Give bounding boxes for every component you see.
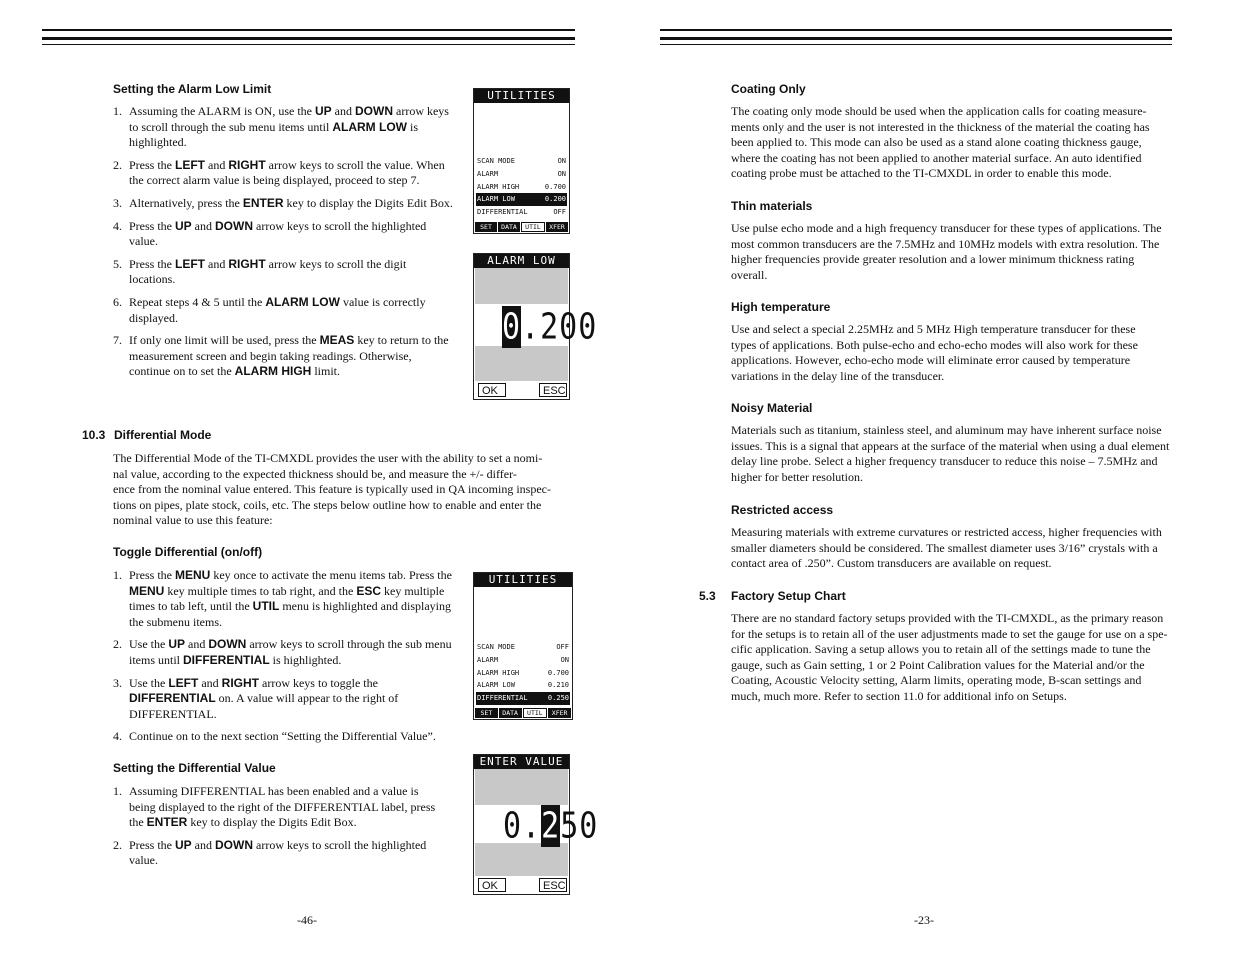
text-line: gauge, such as Gain setting, 1 or 2 Point Calibration values for the Material and/or the: [731, 657, 1145, 672]
text-line: for the setups is to retain all of the user adjustments made to set the gauge for use on a spe-: [731, 626, 1168, 641]
key-name: UP: [168, 637, 185, 652]
text-line: overall.: [731, 267, 768, 282]
step-number: 1.: [113, 104, 122, 118]
text-line: tions on pipes, plate stock, coils, etc. The steps below outline how to enable and enter the: [113, 497, 542, 512]
key-name: ALARM LOW: [332, 119, 407, 134]
toggle-diff-steps: [113, 568, 458, 752]
esc-button[interactable]: ESC: [539, 878, 567, 892]
utilities-screen-1: [473, 88, 570, 234]
key-name: MENU: [175, 568, 211, 582]
menu-rows: [476, 641, 570, 705]
list-item: 1. Assuming the ALARM is ON, use the UP and DOWN arrow keys to scroll through the sub menu items until ALARM LOW is highlighted.: [113, 104, 449, 150]
screen-title: ENTER VALUE: [474, 755, 569, 769]
section-heading: High temperature: [731, 300, 831, 314]
left-page-number: -46-: [297, 913, 317, 927]
text-line: cific application. Saving a setup allows you to retain all of the settings made to tune the: [731, 642, 1151, 657]
value-box: [475, 805, 599, 847]
factory-paragraph: [731, 611, 1173, 705]
tab-data[interactable]: DATA: [499, 708, 522, 718]
menu-tabs: [475, 708, 571, 718]
text-line: Use pulse echo mode and a high frequency transducer for these types of applications. The: [731, 221, 1162, 235]
screen-title: UTILITIES: [474, 89, 569, 103]
section-paragraph: [731, 104, 1173, 182]
section-heading: Thin materials: [731, 199, 813, 213]
key-name: DOWN: [215, 218, 253, 233]
key-name: DOWN: [355, 104, 393, 118]
menu-row-label: DIFFERENTIAL: [477, 694, 528, 703]
list-item: 3. Alternatively, press the ENTER key to display the Digits Edit Box.: [113, 195, 453, 210]
left-header-rule-bottom: [42, 37, 575, 40]
text-line: higher for better resolution.: [731, 469, 863, 484]
alarm-low-steps: [113, 104, 453, 387]
left-header-rule-top: [42, 29, 575, 31]
key-name: ENTER: [242, 195, 284, 210]
section-heading: Noisy Material: [731, 401, 813, 415]
ok-button[interactable]: OK: [478, 878, 506, 892]
menu-row[interactable]: [476, 181, 567, 194]
menu-row-label: ALARM LOW: [477, 195, 515, 204]
text-line: contact area of .250”. Custom transducers are available on request.: [731, 556, 1052, 571]
text-line: types of applications. Both pulse-echo and echo-echo modes will also work for these: [731, 337, 1138, 352]
text-line: applications. However, echo-echo mode will eliminate error caused by temperature: [731, 353, 1131, 368]
tab-data[interactable]: DATA: [498, 222, 520, 232]
key-name: MEAS: [319, 333, 355, 348]
list-item: 6. Repeat steps 4 & 5 until the ALARM LOW value is correctly displayed.: [113, 294, 426, 325]
section-title: Differential Mode: [114, 428, 212, 442]
key-name: UP: [175, 837, 192, 852]
ok-button[interactable]: OK: [478, 383, 506, 397]
menu-row-value: ON: [560, 655, 569, 664]
menu-row-value: 0.700: [547, 668, 569, 677]
right-header-rule-thin: [660, 44, 1172, 45]
key-name: MENU: [129, 583, 165, 598]
list-item: 2. Press the LEFT and RIGHT arrow keys to scroll the value. When the correct alarm value is being displayed, proceed to step 7.: [113, 157, 445, 188]
enter-value-screen: [473, 754, 599, 895]
menu-row-value: ON: [557, 157, 566, 165]
menu-row[interactable]: [476, 679, 570, 692]
text-line: most common transducers are the 7.5MHz and 10MHz models with extra resolution. The: [731, 236, 1160, 251]
key-name: RIGHT: [221, 675, 259, 690]
text-line: been applied to. This mode can also be used as a stand alone coating thickness gauge,: [731, 135, 1142, 150]
text-line: ments only and the user is not interested in the thickness of the material the coating has: [731, 119, 1150, 134]
menu-row-label: ALARM HIGH: [477, 182, 520, 191]
step-number: 2.: [113, 837, 122, 852]
text-line: issues. This is a signal that appears at the surface of the material when using a dual element: [731, 438, 1170, 453]
value-suffix: 50: [560, 805, 599, 847]
section-heading: Restricted access: [731, 503, 834, 517]
menu-row-label: ALARM LOW: [477, 681, 515, 690]
menu-row-label: ALARM: [477, 169, 499, 178]
tab-set[interactable]: SET: [475, 708, 498, 718]
text-line: much, much more. Refer to section 11.0 for additional info on Setups.: [731, 688, 1067, 703]
menu-row[interactable]: [476, 155, 567, 168]
tab-xfer[interactable]: XFER: [548, 708, 571, 718]
list-item: 1. Press the MENU key once to activate the menu items tab. Press the MENU key multiple times to tab right, and the ESC key multiple times to tab left, until the UTIL menu is highlighted and displaying the submenu items.: [113, 568, 452, 629]
menu-row[interactable]: [476, 667, 570, 680]
tab-xfer[interactable]: XFER: [546, 222, 568, 232]
menu-row-label: SCAN MODE: [477, 643, 515, 651]
key-name: DOWN: [208, 637, 247, 652]
key-name: ALARM LOW: [265, 294, 340, 309]
list-item: 4. Press the UP and DOWN arrow keys to scroll the highlighted value.: [113, 218, 427, 249]
right-header-rule-top: [660, 29, 1172, 31]
step-number: 3.: [113, 675, 122, 690]
menu-row[interactable]: [476, 206, 567, 219]
screen-title: ALARM LOW: [474, 254, 569, 268]
key-name: UP: [175, 218, 192, 233]
section-paragraph: [731, 525, 1173, 572]
value-box: [475, 304, 598, 348]
menu-row-label: ALARM: [477, 655, 499, 664]
key-name: ALARM HIGH: [234, 364, 312, 379]
set-diff-heading: Setting the Differential Value: [113, 761, 276, 775]
highlighted-digit: 2: [541, 805, 561, 847]
menu-row[interactable]: [476, 193, 567, 206]
menu-rows: [476, 155, 567, 219]
left-header-rule-thin: [42, 44, 575, 45]
section-paragraph: [731, 221, 1173, 283]
menu-row[interactable]: [476, 168, 567, 181]
list-item: 2. Use the UP and DOWN arrow keys to scroll through the sub menu items until DIFFERENTIAL is highlighted.: [113, 637, 452, 667]
text-line: nominal value to use this feature:: [113, 513, 273, 528]
section-paragraph: [731, 423, 1173, 485]
right-header-rule-bottom: [660, 37, 1172, 40]
section-title: Factory Setup Chart: [731, 589, 846, 603]
menu-row-value: OFF: [556, 643, 569, 651]
key-name: ENTER: [146, 815, 188, 830]
list-item: 7. If only one limit will be used, press the MEAS key to return to the measurement screen and begin taking readings. Otherwise, continue on to set the ALARM HIGH limit.: [113, 333, 449, 379]
step-number: 2.: [113, 157, 122, 172]
text-line: delay line probe. Select a higher frequency transducer to reduce this noise – 7.5MHz and: [731, 454, 1158, 469]
text-line: variations in the delay line of the transducer.: [731, 368, 945, 383]
text-line: higher frequencies provide greater resolution and a lower minimum thickness rating: [731, 252, 1135, 267]
list-item: 2. Press the UP and DOWN arrow keys to scroll the highlighted value.: [113, 837, 427, 868]
text-line: Coating, Acoustic Velocity setting, Alarm limits, operating mode, B-scan settings and: [731, 673, 1142, 688]
menu-row-label: SCAN MODE: [477, 157, 515, 165]
menu-row[interactable]: [476, 654, 570, 667]
text-line: coating probe must be attached to the TI-CMXDL in order to enable this mode.: [731, 166, 1112, 181]
step-number: 1.: [113, 568, 122, 582]
text-line: The Differential Mode of the TI-CMXDL provides the user with the ability to set a nomi-: [113, 451, 543, 465]
key-name: RIGHT: [228, 157, 266, 172]
list-item: 1. Assuming DIFFERENTIAL has been enabled and a value is being displayed to the right of the DIFFERENTIAL label, press the ENTER key to display the Digits Edit Box.: [113, 784, 436, 830]
key-name: ESC: [356, 583, 381, 598]
screen-title: UTILITIES: [474, 573, 572, 587]
text-line: where the coating has not been applied to another material surface. An auto identified: [731, 150, 1142, 165]
menu-row-label: ALARM HIGH: [477, 668, 520, 677]
diff-mode-heading: [82, 428, 211, 442]
step-number: 6.: [113, 294, 122, 309]
key-name: DOWN: [215, 837, 253, 852]
alarm-low-value: [502, 306, 597, 348]
list-item: 3. Use the LEFT and RIGHT arrow keys to toggle the DIFFERENTIAL on. A value will appear to the right of DIFFERENTIAL.: [113, 675, 399, 721]
text-line: Measuring materials with extreme curvatures or restricted access, higher frequencies with: [731, 525, 1162, 539]
section-heading: Coating Only: [731, 82, 806, 96]
step-number: 5.: [113, 256, 122, 271]
key-name: UP: [315, 104, 332, 118]
menu-row-label: DIFFERENTIAL: [477, 208, 528, 217]
alarm-low-screen: [473, 253, 598, 400]
menu-row[interactable]: [476, 641, 570, 654]
section-number: 10.3: [82, 428, 106, 442]
menu-row-value: 0.200: [544, 195, 566, 204]
factory-heading: [699, 589, 846, 603]
section-paragraph: [731, 322, 1173, 384]
highlighted-digit: 0: [502, 306, 522, 348]
text-line: smaller diameters should be considered. The smallest diameter uses 3/16” crystals with a: [731, 540, 1158, 555]
enter-value-value: [503, 805, 598, 847]
menu-row-value: 0.700: [544, 182, 566, 191]
list-item: 5. Press the LEFT and RIGHT arrow keys to scroll the digit locations.: [113, 256, 407, 287]
step-number: 3.: [113, 195, 122, 210]
value-prefix: 0.: [503, 805, 542, 847]
step-number: 4.: [113, 218, 122, 233]
menu-row-value: OFF: [553, 208, 566, 217]
menu-row-value: 0.210: [547, 681, 569, 690]
alarm-low-heading: Setting the Alarm Low Limit: [113, 82, 272, 96]
key-name: UTIL: [252, 599, 280, 614]
step-number: 7.: [113, 333, 122, 348]
right-page-number: -23-: [914, 913, 934, 927]
menu-row[interactable]: [476, 692, 570, 705]
text-line: There are no standard factory setups provided with the TI-CMXDL, as the primary reason: [731, 611, 1164, 625]
set-diff-steps: [113, 784, 448, 876]
text-line: Materials such as titanium, stainless steel, and aluminum may have inherent surface noise: [731, 423, 1162, 437]
key-name: LEFT: [168, 675, 199, 690]
value-rest: .200: [521, 306, 598, 348]
step-number: 4.: [113, 729, 122, 744]
key-name: DIFFERENTIAL: [183, 652, 270, 667]
text-line: nal value, according to the expected thickness should be, and measure the +/- differ-: [113, 466, 517, 481]
text-line: Use and select a special 2.25MHz and 5 MHz High temperature transducer for these: [731, 322, 1136, 336]
key-name: LEFT: [175, 256, 205, 271]
toggle-diff-heading: Toggle Differential (on/off): [113, 545, 263, 559]
section-number: 5.3: [699, 589, 716, 603]
tab-util[interactable]: UTIL: [523, 708, 548, 718]
menu-row-value: ON: [557, 169, 566, 178]
text-line: ence from the nominal value entered. This feature is typically used in QA incoming inspec-: [113, 482, 551, 497]
step-number: 2.: [113, 637, 122, 652]
list-item: 4. Continue on to the next section “Setting the Differential Value”.: [113, 729, 436, 744]
text-line: The coating only mode should be used when the application calls for coating measure-: [731, 104, 1147, 118]
tab-set[interactable]: SET: [475, 222, 497, 232]
menu-tabs: [475, 222, 568, 232]
menu-row-value: 0.250: [547, 694, 569, 703]
utilities-screen-2: [473, 572, 573, 720]
key-name: LEFT: [175, 157, 205, 172]
diff-mode-paragraph: [113, 451, 578, 529]
step-number: 1.: [113, 784, 122, 798]
key-name: RIGHT: [228, 256, 266, 271]
tab-util[interactable]: UTIL: [521, 222, 545, 232]
esc-button[interactable]: ESC: [539, 383, 567, 397]
key-name: DIFFERENTIAL: [129, 691, 216, 706]
